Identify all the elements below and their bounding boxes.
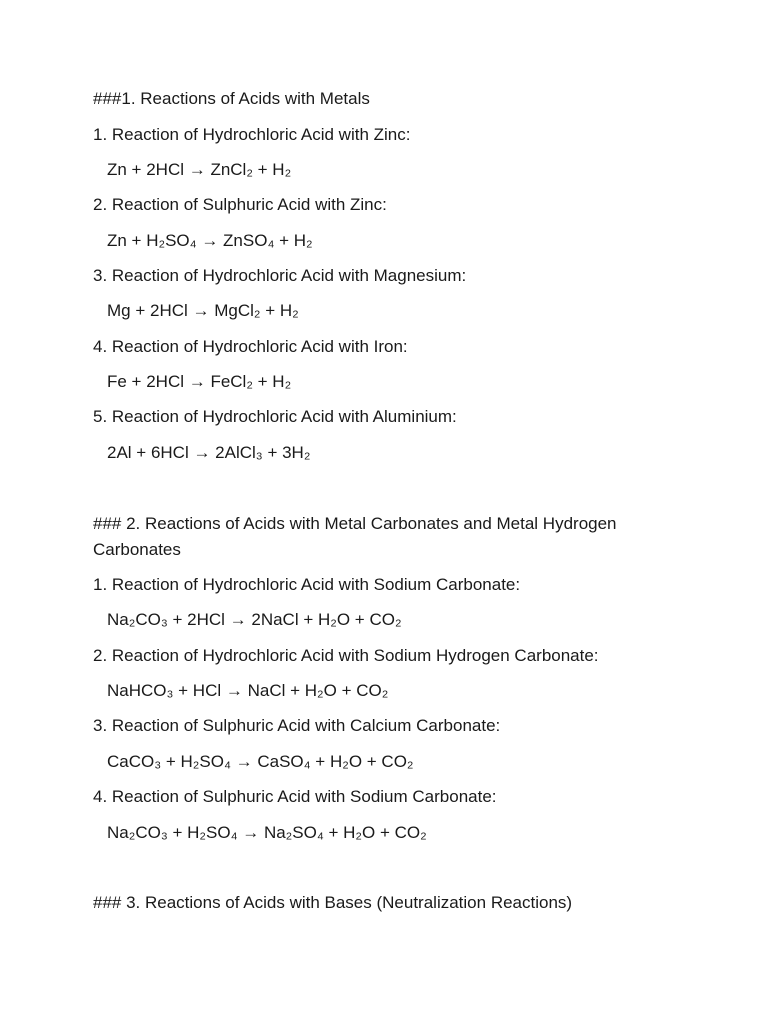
reaction-title: 5. Reaction of Hydrochloric Acid with Aluminium: xyxy=(93,407,457,426)
reaction-equation: Zn + 2HCl → ZnCl₂ + H₂ xyxy=(107,160,292,179)
reaction-title: 1. Reaction of Hydrochloric Acid with Zinc: xyxy=(93,125,411,144)
section-3-heading: ### 3. Reactions of Acids with Bases (Neutralization Reactions) xyxy=(93,893,573,912)
reaction-title: 2. Reaction of Sulphuric Acid with Zinc: xyxy=(93,195,387,214)
reaction-equation: Mg + 2HCl → MgCl₂ + H₂ xyxy=(107,301,299,320)
reaction-title: 2. Reaction of Hydrochloric Acid with Sodium Hydrogen Carbonate: xyxy=(93,646,599,665)
section-1-heading: ###1. Reactions of Acids with Metals xyxy=(93,89,370,108)
reaction-title: 4. Reaction of Hydrochloric Acid with Iron: xyxy=(93,337,408,356)
reaction-equation: Na₂CO₃ + 2HCl → 2NaCl + H₂O + CO₂ xyxy=(107,610,402,629)
reaction-equation: Zn + H₂SO₄ → ZnSO₄ + H₂ xyxy=(107,231,313,250)
reaction-equation: Na₂CO₃ + H₂SO₄ → Na₂SO₄ + H₂O + CO₂ xyxy=(107,823,427,842)
reaction-equation: Fe + 2HCl → FeCl₂ + H₂ xyxy=(107,372,292,391)
reaction-title: 1. Reaction of Hydrochloric Acid with Sodium Carbonate: xyxy=(93,575,521,594)
reaction-equation: NaHCO₃ + HCl → NaCl + H₂O + CO₂ xyxy=(107,681,389,700)
reaction-equation: CaCO₃ + H₂SO₄ → CaSO₄ + H₂O + CO₂ xyxy=(107,752,414,771)
reaction-title: 3. Reaction of Sulphuric Acid with Calcium Carbonate: xyxy=(93,716,501,735)
section-2-heading: ### 2. Reactions of Acids with Metal Carbonates and Metal Hydrogen Carbonates xyxy=(93,514,617,559)
reaction-equation: 2Al + 6HCl → 2AlCl₃ + 3H₂ xyxy=(107,443,311,462)
reaction-title: 3. Reaction of Hydrochloric Acid with Magnesium: xyxy=(93,266,467,285)
reaction-title: 4. Reaction of Sulphuric Acid with Sodium Carbonate: xyxy=(93,787,497,806)
